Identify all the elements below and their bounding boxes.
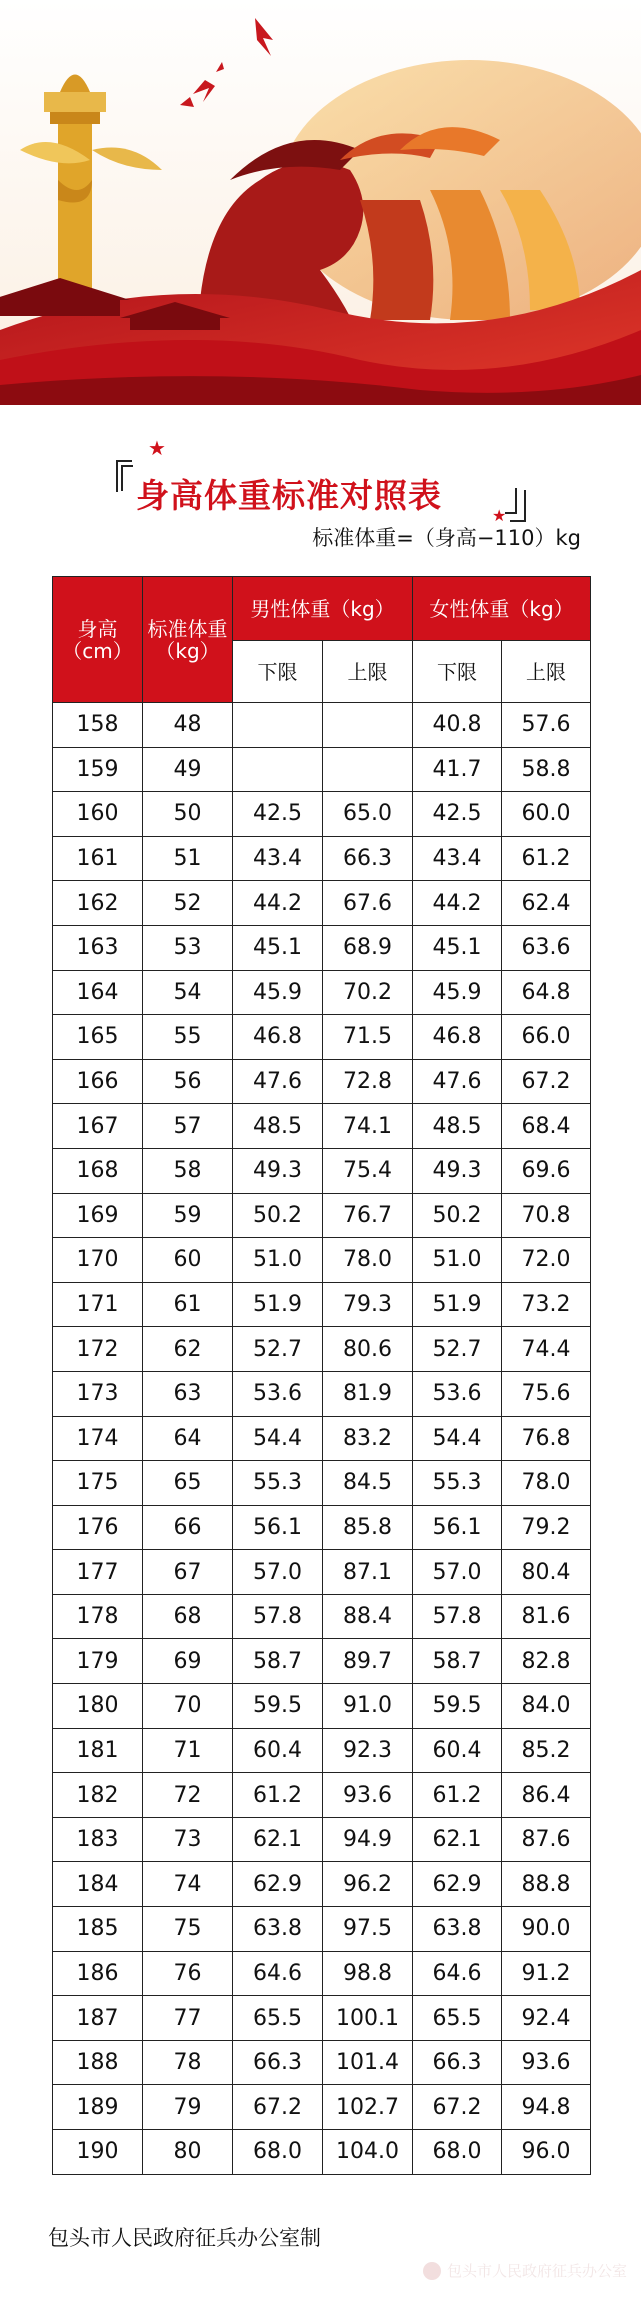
cell-female-lower: 40.8	[413, 703, 502, 748]
cell-male-lower: 46.8	[233, 1015, 323, 1060]
cell-female-lower: 56.1	[413, 1505, 502, 1550]
cell-male-upper: 81.9	[323, 1371, 413, 1416]
header-banner	[0, 0, 641, 405]
cell-female-lower: 58.7	[413, 1639, 502, 1684]
cell-male-lower: 56.1	[233, 1505, 323, 1550]
cell-male-upper: 71.5	[323, 1015, 413, 1060]
cell-female-lower: 68.0	[413, 2130, 502, 2175]
cell-female-upper: 92.4	[502, 1996, 591, 2041]
cell-male-lower	[233, 703, 323, 748]
cell-female-lower: 54.4	[413, 1416, 502, 1461]
cell-male-lower: 51.0	[233, 1238, 323, 1283]
cell-height: 181	[53, 1728, 143, 1773]
table-row	[53, 1015, 591, 1060]
cell-standard-weight: 79	[143, 2085, 233, 2130]
cell-standard-weight: 60	[143, 1238, 233, 1283]
header-height: 身高（cm）	[53, 577, 143, 703]
cell-standard-weight: 74	[143, 1862, 233, 1907]
cell-male-lower: 58.7	[233, 1639, 323, 1684]
cell-male-upper: 96.2	[323, 1862, 413, 1907]
cell-male-lower: 66.3	[233, 2040, 323, 2085]
cell-female-upper: 94.8	[502, 2085, 591, 2130]
cell-male-lower: 43.4	[233, 836, 323, 881]
table-row	[53, 1148, 591, 1193]
cell-male-upper: 91.0	[323, 1684, 413, 1729]
cell-standard-weight: 73	[143, 1817, 233, 1862]
cell-female-lower: 51.0	[413, 1238, 502, 1283]
cell-standard-weight: 70	[143, 1684, 233, 1729]
cell-height: 168	[53, 1148, 143, 1193]
cell-female-upper: 61.2	[502, 836, 591, 881]
star-icon: ★	[492, 506, 507, 525]
cell-female-upper: 82.8	[502, 1639, 591, 1684]
standard-weight-formula: 标准体重=（身高−110）kg	[312, 526, 581, 550]
cell-standard-weight: 71	[143, 1728, 233, 1773]
table-row	[53, 1104, 591, 1149]
cell-height: 189	[53, 2085, 143, 2130]
cell-female-lower: 43.4	[413, 836, 502, 881]
cell-male-lower: 55.3	[233, 1461, 323, 1506]
cell-female-lower: 67.2	[413, 2085, 502, 2130]
cell-height: 173	[53, 1371, 143, 1416]
cell-male-upper: 84.5	[323, 1461, 413, 1506]
cell-male-lower: 63.8	[233, 1907, 323, 1952]
cell-female-upper: 60.0	[502, 792, 591, 837]
table-row	[53, 792, 591, 837]
cell-male-upper: 78.0	[323, 1238, 413, 1283]
header-standard-weight: 标准体重（kg）	[143, 577, 233, 703]
cell-male-lower: 54.4	[233, 1416, 323, 1461]
cell-standard-weight: 63	[143, 1371, 233, 1416]
cell-female-lower: 65.5	[413, 1996, 502, 2041]
cell-standard-weight: 56	[143, 1059, 233, 1104]
cell-male-upper: 74.1	[323, 1104, 413, 1149]
wechat-icon	[423, 2262, 441, 2280]
table-body	[53, 703, 591, 2175]
cell-male-upper: 92.3	[323, 1728, 413, 1773]
cell-male-lower: 42.5	[233, 792, 323, 837]
watermark-text: 包头市人民政府征兵办公室	[446, 2262, 627, 2280]
cell-female-lower: 55.3	[413, 1461, 502, 1506]
title-bracket-left-inner	[121, 465, 133, 491]
cell-female-lower: 59.5	[413, 1684, 502, 1729]
cell-standard-weight: 52	[143, 881, 233, 926]
header-male-lower: 下限	[233, 641, 323, 703]
cell-height: 166	[53, 1059, 143, 1104]
cell-standard-weight: 61	[143, 1282, 233, 1327]
cell-female-upper: 76.8	[502, 1416, 591, 1461]
table-row	[53, 1327, 591, 1372]
cell-male-lower: 45.1	[233, 925, 323, 970]
header-male-upper: 上限	[323, 641, 413, 703]
cell-standard-weight: 64	[143, 1416, 233, 1461]
header-female-lower: 下限	[413, 641, 502, 703]
cell-standard-weight: 68	[143, 1594, 233, 1639]
page-title: 身高体重标准对照表	[136, 476, 442, 515]
table-row	[53, 747, 591, 792]
table-row	[53, 1594, 591, 1639]
cell-female-lower: 45.1	[413, 925, 502, 970]
header-male-weight: 男性体重（kg）	[233, 577, 413, 641]
cell-female-lower: 53.6	[413, 1371, 502, 1416]
cell-female-upper: 63.6	[502, 925, 591, 970]
table-row	[53, 1238, 591, 1283]
cell-male-upper: 83.2	[323, 1416, 413, 1461]
cell-male-lower: 65.5	[233, 1996, 323, 2041]
cell-height: 167	[53, 1104, 143, 1149]
title-bracket-right-inner	[505, 488, 517, 514]
cell-female-upper: 85.2	[502, 1728, 591, 1773]
cell-standard-weight: 66	[143, 1505, 233, 1550]
cell-male-lower: 59.5	[233, 1684, 323, 1729]
cell-male-lower: 62.9	[233, 1862, 323, 1907]
cell-height: 177	[53, 1550, 143, 1595]
cell-female-upper: 68.4	[502, 1104, 591, 1149]
cell-height: 160	[53, 792, 143, 837]
star-icon: ★	[148, 436, 166, 460]
cell-female-upper: 72.0	[502, 1238, 591, 1283]
cell-female-upper: 66.0	[502, 1015, 591, 1060]
cell-male-lower: 57.0	[233, 1550, 323, 1595]
cell-male-upper: 70.2	[323, 970, 413, 1015]
cell-height: 186	[53, 1951, 143, 1996]
cell-male-upper: 97.5	[323, 1907, 413, 1952]
table-row	[53, 2130, 591, 2175]
cell-female-upper: 62.4	[502, 881, 591, 926]
cell-height: 164	[53, 970, 143, 1015]
table-row	[53, 1996, 591, 2041]
table-row	[53, 1193, 591, 1238]
cell-standard-weight: 78	[143, 2040, 233, 2085]
cell-male-lower: 49.3	[233, 1148, 323, 1193]
cell-male-upper: 65.0	[323, 792, 413, 837]
cell-standard-weight: 57	[143, 1104, 233, 1149]
cell-male-lower: 47.6	[233, 1059, 323, 1104]
cell-male-upper: 76.7	[323, 1193, 413, 1238]
cell-male-lower: 53.6	[233, 1371, 323, 1416]
cell-standard-weight: 69	[143, 1639, 233, 1684]
cell-female-upper: 70.8	[502, 1193, 591, 1238]
cell-female-lower: 62.1	[413, 1817, 502, 1862]
table-row	[53, 1416, 591, 1461]
cell-male-lower	[233, 747, 323, 792]
table-row	[53, 1817, 591, 1862]
table-row	[53, 970, 591, 1015]
cell-female-lower: 61.2	[413, 1773, 502, 1818]
cell-male-upper: 80.6	[323, 1327, 413, 1372]
cell-standard-weight: 67	[143, 1550, 233, 1595]
table-row	[53, 1862, 591, 1907]
cell-female-upper: 93.6	[502, 2040, 591, 2085]
cell-male-upper: 89.7	[323, 1639, 413, 1684]
cell-female-upper: 91.2	[502, 1951, 591, 1996]
cell-male-upper: 94.9	[323, 1817, 413, 1862]
cell-standard-weight: 58	[143, 1148, 233, 1193]
cell-height: 172	[53, 1327, 143, 1372]
cell-male-upper: 101.4	[323, 2040, 413, 2085]
cell-female-lower: 49.3	[413, 1148, 502, 1193]
table-row	[53, 1907, 591, 1952]
table-row	[53, 1059, 591, 1104]
cell-height: 159	[53, 747, 143, 792]
cell-female-lower: 64.6	[413, 1951, 502, 1996]
cell-male-upper: 68.9	[323, 925, 413, 970]
cell-standard-weight: 80	[143, 2130, 233, 2175]
cell-standard-weight: 55	[143, 1015, 233, 1060]
cell-female-upper: 90.0	[502, 1907, 591, 1952]
cell-standard-weight: 75	[143, 1907, 233, 1952]
cell-female-lower: 57.0	[413, 1550, 502, 1595]
cell-height: 165	[53, 1015, 143, 1060]
cell-male-lower: 44.2	[233, 881, 323, 926]
cell-female-upper: 78.0	[502, 1461, 591, 1506]
height-weight-table	[52, 576, 591, 2175]
cell-height: 178	[53, 1594, 143, 1639]
cell-male-upper: 93.6	[323, 1773, 413, 1818]
cell-standard-weight: 76	[143, 1951, 233, 1996]
cell-male-upper: 104.0	[323, 2130, 413, 2175]
cell-standard-weight: 65	[143, 1461, 233, 1506]
footer-credit: 包头市人民政府征兵办公室制	[48, 2226, 321, 2250]
cell-male-lower: 62.1	[233, 1817, 323, 1862]
cell-female-lower: 48.5	[413, 1104, 502, 1149]
cell-male-lower: 60.4	[233, 1728, 323, 1773]
cell-female-upper: 80.4	[502, 1550, 591, 1595]
cell-standard-weight: 59	[143, 1193, 233, 1238]
table-row	[53, 1951, 591, 1996]
cell-male-upper: 100.1	[323, 1996, 413, 2041]
cell-female-upper: 74.4	[502, 1327, 591, 1372]
cell-male-upper: 66.3	[323, 836, 413, 881]
cell-female-upper: 84.0	[502, 1684, 591, 1729]
footer	[0, 2200, 641, 2306]
cell-male-upper	[323, 703, 413, 748]
table-row	[53, 1550, 591, 1595]
cell-male-upper: 67.6	[323, 881, 413, 926]
cell-height: 184	[53, 1862, 143, 1907]
cell-female-upper: 69.6	[502, 1148, 591, 1193]
cell-height: 179	[53, 1639, 143, 1684]
cell-height: 182	[53, 1773, 143, 1818]
cell-female-upper: 64.8	[502, 970, 591, 1015]
cell-male-lower: 68.0	[233, 2130, 323, 2175]
table-row	[53, 1371, 591, 1416]
cell-male-upper: 85.8	[323, 1505, 413, 1550]
cell-female-upper: 75.6	[502, 1371, 591, 1416]
cell-female-lower: 62.9	[413, 1862, 502, 1907]
cell-standard-weight: 54	[143, 970, 233, 1015]
cell-male-lower: 52.7	[233, 1327, 323, 1372]
table-row	[53, 2085, 591, 2130]
cell-height: 188	[53, 2040, 143, 2085]
cell-height: 163	[53, 925, 143, 970]
cell-height: 183	[53, 1817, 143, 1862]
cell-male-lower: 64.6	[233, 1951, 323, 1996]
cell-standard-weight: 48	[143, 703, 233, 748]
table-row	[53, 1505, 591, 1550]
cell-female-upper: 96.0	[502, 2130, 591, 2175]
cell-female-lower: 46.8	[413, 1015, 502, 1060]
cell-height: 180	[53, 1684, 143, 1729]
cell-male-upper	[323, 747, 413, 792]
table-row	[53, 2040, 591, 2085]
table-row	[53, 1639, 591, 1684]
cell-male-upper: 87.1	[323, 1550, 413, 1595]
cell-height: 158	[53, 703, 143, 748]
banner-illustration	[0, 0, 641, 405]
cell-standard-weight: 62	[143, 1327, 233, 1372]
cell-male-upper: 88.4	[323, 1594, 413, 1639]
cell-female-lower: 63.8	[413, 1907, 502, 1952]
cell-male-lower: 67.2	[233, 2085, 323, 2130]
cell-standard-weight: 50	[143, 792, 233, 837]
cell-standard-weight: 51	[143, 836, 233, 881]
cell-female-lower: 41.7	[413, 747, 502, 792]
table-row	[53, 1684, 591, 1729]
cell-female-upper: 58.8	[502, 747, 591, 792]
cell-male-upper: 102.7	[323, 2085, 413, 2130]
cell-height: 170	[53, 1238, 143, 1283]
cell-height: 169	[53, 1193, 143, 1238]
cell-female-lower: 51.9	[413, 1282, 502, 1327]
cell-standard-weight: 49	[143, 747, 233, 792]
cell-male-upper: 72.8	[323, 1059, 413, 1104]
height-weight-table-container	[52, 576, 590, 2175]
cell-female-lower: 42.5	[413, 792, 502, 837]
title-block	[0, 430, 641, 550]
cell-male-lower: 50.2	[233, 1193, 323, 1238]
header-female-upper: 上限	[502, 641, 591, 703]
watermark	[423, 2260, 627, 2281]
cell-female-upper: 86.4	[502, 1773, 591, 1818]
cell-female-lower: 60.4	[413, 1728, 502, 1773]
cell-height: 185	[53, 1907, 143, 1952]
cell-height: 190	[53, 2130, 143, 2175]
cell-height: 187	[53, 1996, 143, 2041]
cell-female-lower: 50.2	[413, 1193, 502, 1238]
cell-female-upper: 87.6	[502, 1817, 591, 1862]
cell-female-lower: 45.9	[413, 970, 502, 1015]
table-row	[53, 925, 591, 970]
table-row	[53, 703, 591, 748]
header-female-weight: 女性体重（kg）	[413, 577, 591, 641]
cell-female-upper: 79.2	[502, 1505, 591, 1550]
table-row	[53, 1461, 591, 1506]
cell-female-upper: 67.2	[502, 1059, 591, 1104]
cell-male-upper: 79.3	[323, 1282, 413, 1327]
cell-male-upper: 75.4	[323, 1148, 413, 1193]
cell-female-upper: 88.8	[502, 1862, 591, 1907]
cell-male-lower: 57.8	[233, 1594, 323, 1639]
cell-female-upper: 57.6	[502, 703, 591, 748]
cell-female-lower: 52.7	[413, 1327, 502, 1372]
cell-female-upper: 81.6	[502, 1594, 591, 1639]
cell-height: 175	[53, 1461, 143, 1506]
cell-male-lower: 51.9	[233, 1282, 323, 1327]
cell-height: 171	[53, 1282, 143, 1327]
cell-female-upper: 73.2	[502, 1282, 591, 1327]
cell-height: 174	[53, 1416, 143, 1461]
cell-standard-weight: 53	[143, 925, 233, 970]
cell-female-lower: 47.6	[413, 1059, 502, 1104]
cell-female-lower: 44.2	[413, 881, 502, 926]
table-row	[53, 881, 591, 926]
table-row	[53, 1282, 591, 1327]
table-row	[53, 1773, 591, 1818]
cell-standard-weight: 72	[143, 1773, 233, 1818]
cell-standard-weight: 77	[143, 1996, 233, 2041]
table-row	[53, 1728, 591, 1773]
cell-male-lower: 61.2	[233, 1773, 323, 1818]
table-row	[53, 836, 591, 881]
cell-male-lower: 45.9	[233, 970, 323, 1015]
cell-female-lower: 57.8	[413, 1594, 502, 1639]
cell-female-lower: 66.3	[413, 2040, 502, 2085]
cell-height: 176	[53, 1505, 143, 1550]
cell-height: 162	[53, 881, 143, 926]
cell-height: 161	[53, 836, 143, 881]
cell-male-upper: 98.8	[323, 1951, 413, 1996]
cell-male-lower: 48.5	[233, 1104, 323, 1149]
